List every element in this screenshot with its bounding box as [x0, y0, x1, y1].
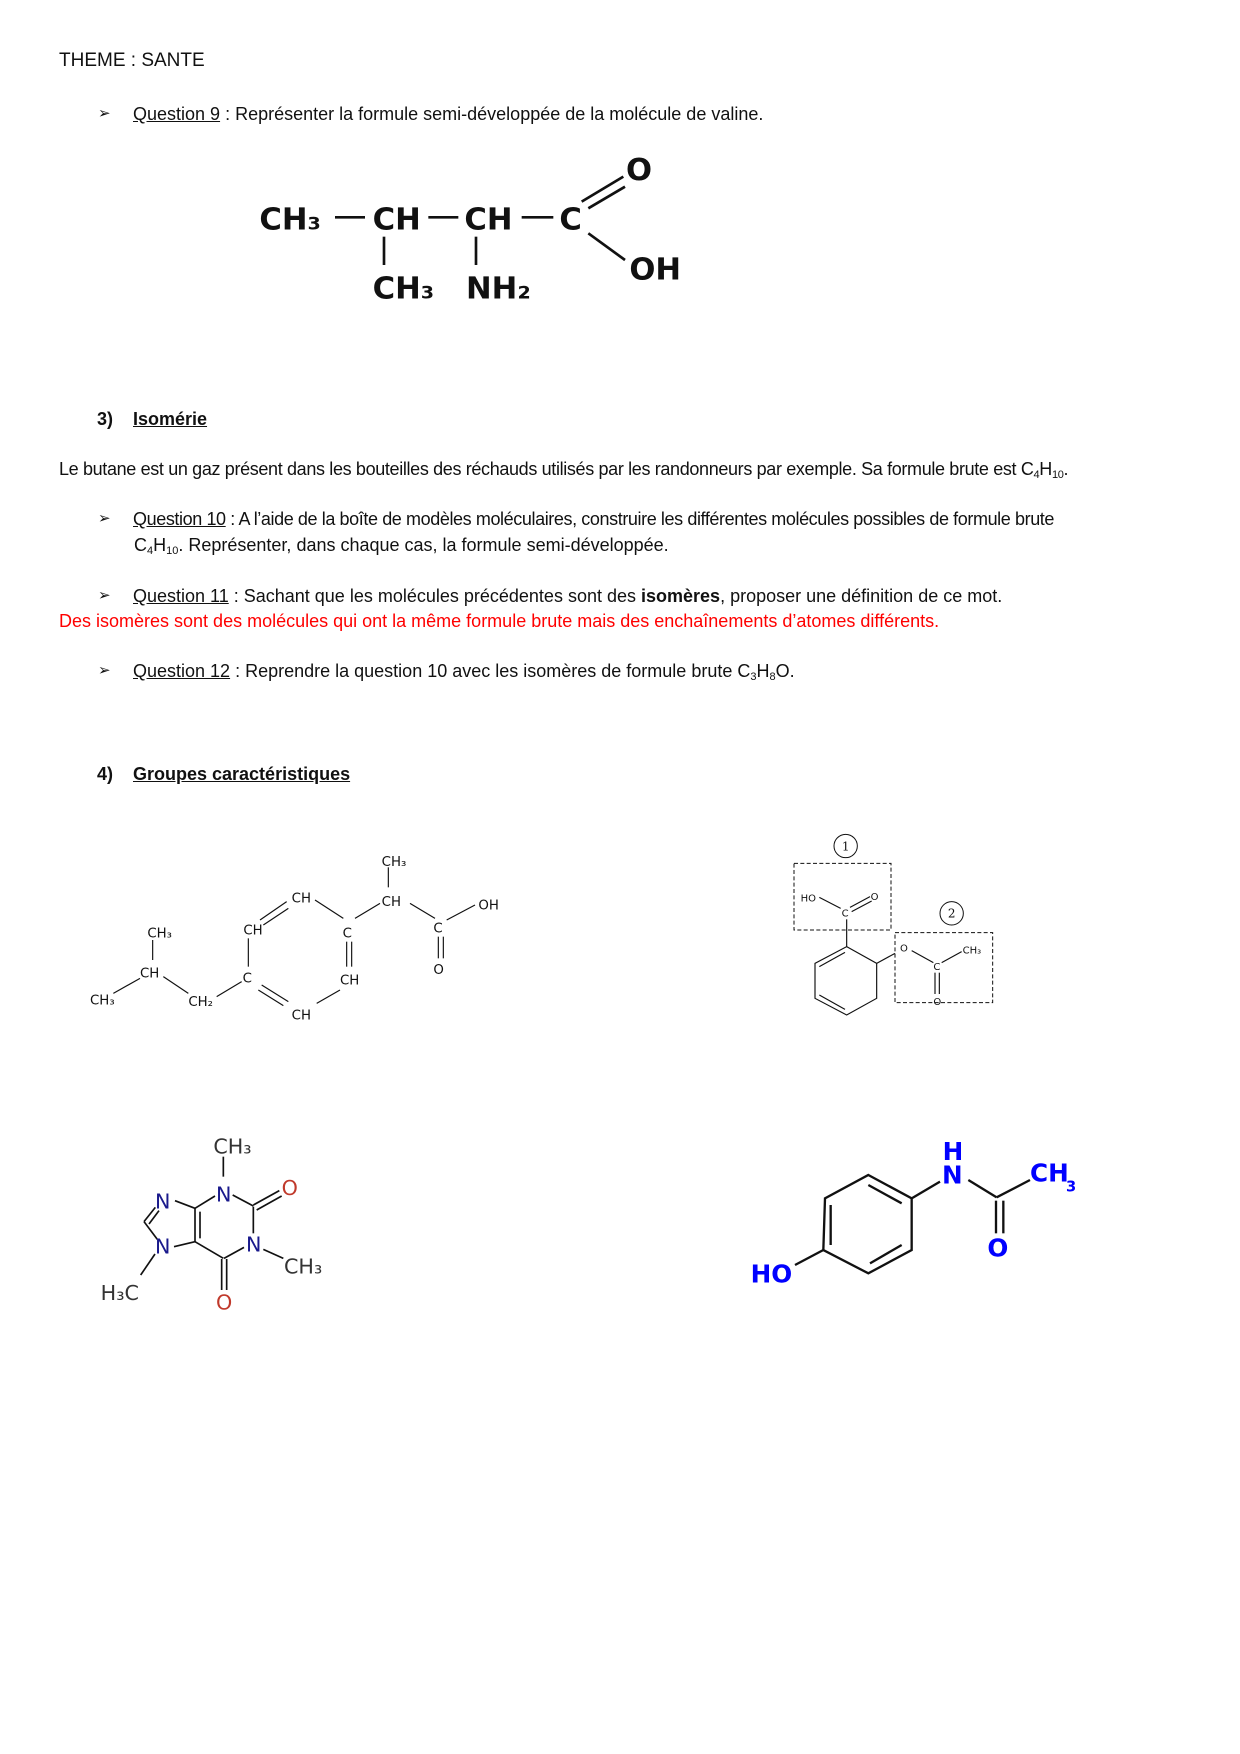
paracetamol-structure	[730, 1120, 1090, 1300]
section-number: 3)	[97, 409, 114, 429]
text: .	[1063, 459, 1069, 479]
atom-label: CH	[1030, 1158, 1069, 1188]
text: H	[756, 661, 770, 681]
subscript: 10	[166, 545, 179, 557]
atom-label: O	[900, 943, 908, 955]
atom-label: CH	[291, 1008, 312, 1024]
question-11	[133, 585, 1002, 607]
atom-label: CH₃	[381, 855, 407, 870]
butane-paragraph	[59, 458, 1068, 480]
atom-label: N	[942, 1160, 963, 1190]
atom-label: O	[933, 997, 942, 1008]
question-text: : Représenter la formule semi-développée de la molécule de valine.	[220, 104, 764, 124]
question-10	[133, 508, 1054, 530]
atom-label: HO	[800, 893, 817, 905]
answer-11: Des isomères sont des molécules qui ont la même formule brute mais des enchaînements d’atomes différents.	[59, 611, 940, 631]
question-label: Question 9	[133, 104, 221, 124]
atom-label: N	[155, 1234, 171, 1259]
atom-label: C	[841, 908, 849, 920]
subscript: 3	[750, 671, 757, 683]
atom-subscript: 3	[1066, 1178, 1077, 1196]
bullet-arrow-icon: ➢	[98, 105, 111, 122]
question-12	[133, 660, 795, 682]
atom-label: O	[987, 1233, 1009, 1263]
question-text: : Reprendre la question 10 avec les isomères de formule brute C	[230, 661, 751, 681]
valine-structure	[220, 140, 720, 320]
question-label: Question 11	[133, 586, 229, 606]
atom-label: OH	[629, 252, 682, 288]
section-title: Isomérie	[133, 409, 208, 429]
atom-label: CH₃	[962, 945, 982, 957]
question-label: Question 10	[133, 509, 226, 529]
subscript: 8	[769, 671, 776, 683]
question-text: : A l’aide de la boîte de modèles moléculaires, construire les différentes molécules possibles de formule brute	[225, 509, 1055, 529]
text: C	[134, 535, 147, 555]
atom-label: C	[433, 921, 443, 937]
atom-label: C	[933, 962, 941, 973]
atom-label: O	[870, 892, 879, 903]
atom-label: CH	[291, 891, 312, 907]
text: Le butane est un gaz présent dans les bouteilles des réchauds utilisés par les randonneurs par exemple. Sa formule brute est C	[59, 459, 1034, 479]
subscript: 4	[147, 545, 154, 557]
atom-label: O	[433, 963, 444, 978]
text: H	[1039, 459, 1052, 479]
atom-label: H	[942, 1137, 964, 1166]
aspirin-structure	[780, 820, 1010, 1030]
group-number-2: 2	[947, 906, 956, 921]
subscript: 10	[1051, 469, 1064, 481]
text: O.	[775, 661, 795, 681]
atom-label: CH	[140, 966, 160, 982]
question-text: : Sachant que les molécules précédentes sont des	[228, 586, 641, 606]
bullet-arrow-icon: ➢	[98, 510, 111, 527]
atom-label: CH₃	[147, 926, 173, 942]
atom-label: CH	[340, 973, 360, 989]
atom-label: CH₃	[372, 271, 435, 307]
atom-label: O	[281, 1176, 298, 1200]
atom-label: C	[559, 202, 582, 238]
theme-heading: THEME : SANTE	[59, 50, 205, 71]
atom-label: C	[342, 926, 352, 942]
atom-label: CH	[464, 202, 513, 238]
atom-label: CH₂	[188, 995, 214, 1010]
atom-label: N	[155, 1189, 171, 1214]
atom-label: CH₃	[284, 1254, 323, 1279]
atom-label: NH₂	[466, 271, 531, 307]
bonds	[141, 1157, 284, 1290]
atom-label: CH	[372, 202, 421, 238]
question-text: , proposer une définition de ce mot.	[720, 586, 1003, 606]
atom-label: OH	[478, 898, 499, 914]
text: H	[153, 535, 167, 555]
group-markers	[794, 834, 993, 1002]
atom-label: CH₃	[259, 202, 321, 238]
atom-label: C	[242, 971, 252, 987]
atom-label: H₃C	[100, 1281, 139, 1305]
caffeine-structure	[80, 1110, 360, 1320]
atom-label: CH₃	[90, 993, 115, 1009]
ibuprofen-structure	[60, 830, 520, 1030]
atom-label: HO	[750, 1259, 793, 1289]
text: . Représenter, dans chaque cas, la formule semi-développée.	[178, 535, 669, 555]
atom-label: N	[246, 1232, 262, 1257]
section-number: 4)	[97, 764, 114, 784]
bullet-arrow-icon: ➢	[98, 587, 111, 604]
bold-term: isomères	[641, 586, 721, 606]
question-label: Question 12	[133, 661, 231, 681]
atom-label: O	[216, 1290, 233, 1315]
bullet-arrow-icon: ➢	[98, 662, 111, 679]
question-10-line2	[134, 534, 669, 556]
group-number-1: 1	[841, 839, 850, 854]
atom-label: CH	[381, 895, 402, 910]
atom-label: O	[626, 153, 653, 188]
atom-label: N	[216, 1182, 232, 1207]
atom-label: CH	[243, 923, 263, 939]
atom-label: CH₃	[213, 1134, 252, 1159]
section-title: Groupes caractéristiques	[133, 764, 351, 784]
question-9	[133, 103, 763, 125]
subscript: 4	[1033, 469, 1040, 481]
